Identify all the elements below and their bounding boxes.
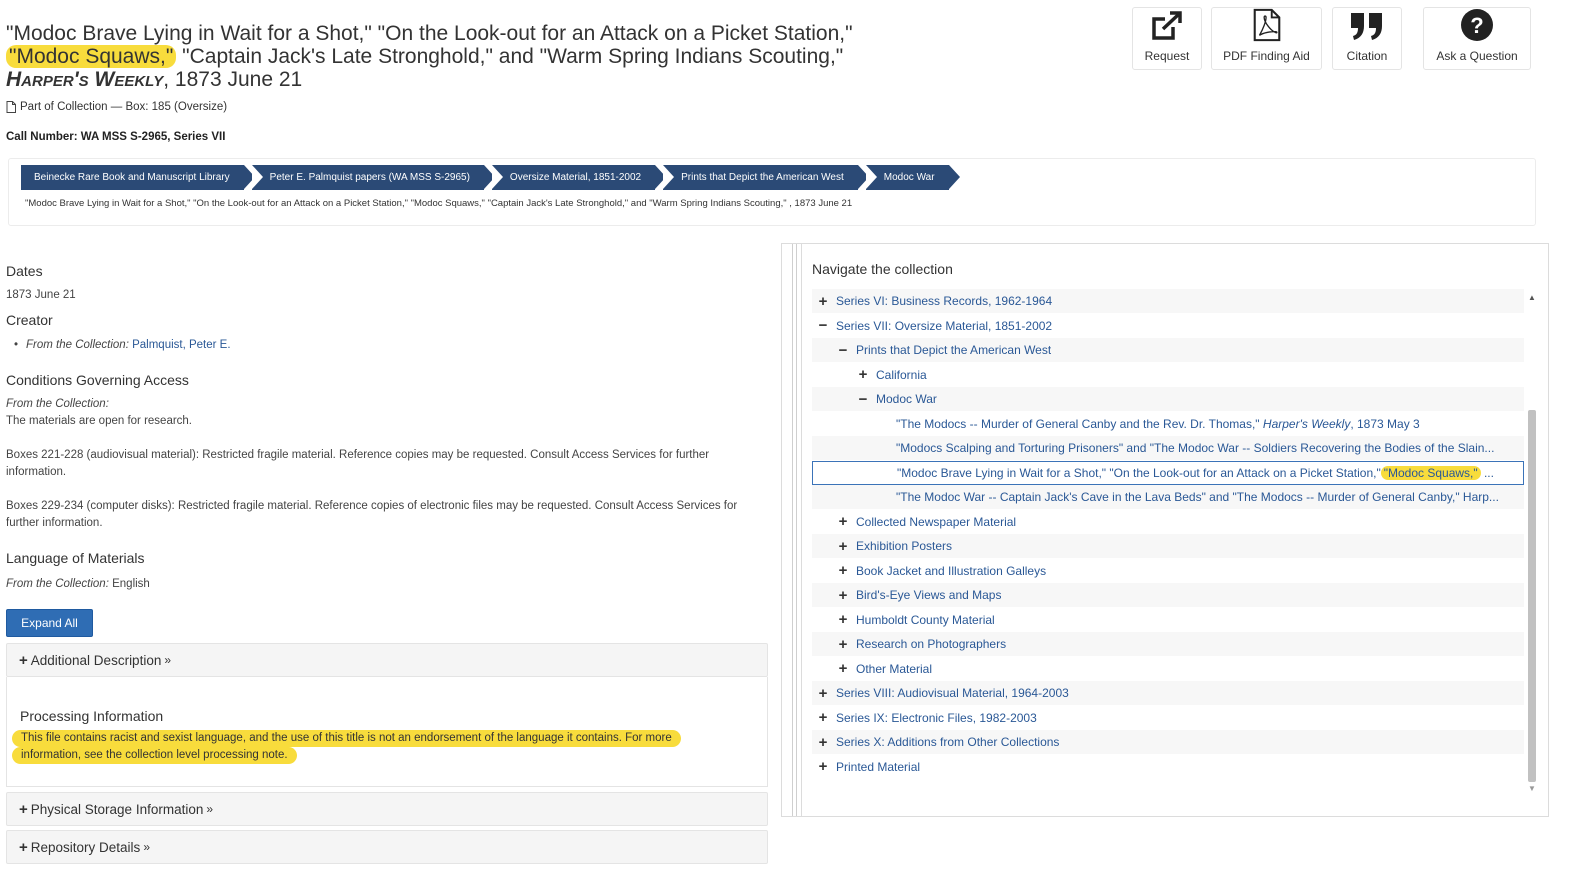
expand-plus-icon[interactable]: + <box>858 366 868 383</box>
access-p1: The materials are open for research. <box>6 415 193 427</box>
collapse-minus-icon[interactable]: − <box>818 317 828 334</box>
breadcrumb-item-collection[interactable]: Peter E. Palmquist papers (WA MSS S-2965) <box>252 165 484 190</box>
tree-row[interactable] <box>812 461 1524 485</box>
tree-row[interactable] <box>812 559 1524 583</box>
breadcrumb-item-series[interactable]: Oversize Material, 1851-2002 <box>492 165 655 190</box>
title-part1: "Modoc Brave Lying in Wait for a Shot," "On the Look-out for an Attack on a Picket Station," <box>6 22 853 45</box>
scroll-down-icon[interactable]: ▼ <box>1528 784 1536 793</box>
tree-row-tail: , 1873 May 3 <box>1350 416 1420 431</box>
expand-plus-icon[interactable]: + <box>838 660 848 677</box>
breadcrumb-trail <box>21 165 957 190</box>
breadcrumb <box>8 158 1536 226</box>
pdf-file-icon <box>1251 8 1283 42</box>
tree-row[interactable] <box>812 755 1524 779</box>
tree-row[interactable] <box>812 583 1524 607</box>
expand-all-button[interactable]: Expand All <box>6 609 93 637</box>
expand-plus-icon[interactable]: + <box>838 513 848 530</box>
creator-item <box>14 337 231 354</box>
repository-details-label: Repository Details <box>30 839 141 855</box>
ask-question-button[interactable] <box>1423 7 1531 70</box>
tree-row-label[interactable]: "The Modoc War -- Captain Jack's Cave in the Lava Beds" and "The Modocs -- Murder of General Canby," Harp... <box>896 490 1499 504</box>
processing-title: Processing Information <box>20 708 164 724</box>
citation-button[interactable] <box>1332 7 1402 70</box>
tree-row-tail: ... <box>1480 465 1494 480</box>
part-of-collection <box>6 101 227 113</box>
plus-icon: + <box>19 800 28 818</box>
page-title <box>6 22 906 91</box>
breadcrumb-current: "Modoc Brave Lying in Wait for a Shot," "On the Look-out for an Attack on a Picket Station," "Modoc Squaws," "Captain Jack's Late Stronghold," and "Warm Spring Indians Scouting," , 1873 June 21 <box>25 198 853 209</box>
tree-row-publication: Harper's Weekly <box>1259 416 1351 431</box>
processing-panel <box>6 677 768 787</box>
language-prefix: From the Collection: <box>6 578 109 590</box>
tree-row[interactable] <box>812 436 1524 460</box>
tree-row-label[interactable]: Prints that Depict the American West <box>856 343 1052 357</box>
expand-plus-icon[interactable]: + <box>838 635 848 653</box>
tree-row-label[interactable]: Series IX: Electronic Files, 1982-2003 <box>836 710 1037 725</box>
access-from: From the Collection: <box>6 398 109 410</box>
physical-storage-label: Physical Storage Information <box>30 801 204 817</box>
double-chevron-right-icon: » <box>206 802 214 816</box>
access-p2: Boxes 221-228 (audiovisual material): Restricted fragile material. Reference copies may be requested. Consult Access Services for further information. <box>6 449 710 478</box>
processing-note-line1: This file contains racist and sexist language, and the use of this title is not an endorsement of the language it contains. For more <box>12 730 681 747</box>
tree-title: Navigate the collection <box>812 261 953 277</box>
tree-row[interactable] <box>812 706 1524 730</box>
tree-row[interactable] <box>812 363 1524 387</box>
tree-row[interactable] <box>812 657 1524 681</box>
tree-row[interactable] <box>812 608 1524 632</box>
additional-description-label: Additional Description <box>30 652 162 668</box>
tree-row[interactable] <box>812 338 1524 362</box>
tree-row[interactable] <box>812 314 1524 338</box>
creator-link[interactable]: Palmquist, Peter E. <box>132 339 231 351</box>
expand-plus-icon[interactable]: + <box>818 684 828 702</box>
tree-row-label[interactable]: Series VII: Oversize Material, 1851-2002 <box>836 318 1053 333</box>
breadcrumb-item-subseries[interactable]: Prints that Depict the American West <box>663 165 858 190</box>
document-icon <box>6 101 16 113</box>
pdf-finding-aid-button[interactable] <box>1211 7 1322 70</box>
tree-row-label[interactable]: Book Jacket and Illustration Galleys <box>856 563 1047 578</box>
expand-plus-icon[interactable]: + <box>818 733 828 751</box>
scroll-up-icon[interactable]: ▲ <box>1528 293 1536 302</box>
title-highlight: "Modoc Squaws," <box>6 45 176 68</box>
collapse-minus-icon[interactable]: − <box>858 390 868 408</box>
tree-row[interactable] <box>812 534 1524 558</box>
title-date: , 1873 June 21 <box>163 68 303 91</box>
plus-icon: + <box>19 651 28 669</box>
access-heading: Conditions Governing Access <box>6 372 189 388</box>
expand-plus-icon[interactable]: + <box>818 292 828 310</box>
breadcrumb-item-modoc-war[interactable]: Modoc War <box>866 165 949 190</box>
repository-details-toggle[interactable] <box>6 830 768 864</box>
language-value: English <box>112 578 150 590</box>
tree-row-label[interactable]: Printed Material <box>836 759 921 774</box>
expand-plus-icon[interactable]: + <box>818 758 828 775</box>
title-publication: Harper's Weekly <box>6 68 164 91</box>
tree-row[interactable] <box>812 681 1524 705</box>
request-button[interactable] <box>1132 7 1202 70</box>
access-p3: Boxes 229-234 (computer disks): Restricted fragile material. Reference copies of electronic files may be requested. Consult Access Services for further information. <box>6 500 738 529</box>
additional-description-toggle[interactable] <box>6 643 768 677</box>
tree-row-label[interactable]: Series VI: Business Records, 1962-1964 <box>836 294 1053 308</box>
tree-row-label[interactable]: "Modocs Scalping and Torturing Prisoners" and "The Modoc War -- Soldiers Recovering the Bodies of the Slain... <box>896 441 1495 455</box>
citation-label: Citation <box>1346 49 1388 63</box>
tree-row[interactable] <box>812 510 1524 534</box>
physical-storage-toggle[interactable] <box>6 792 768 826</box>
resize-handle[interactable] <box>788 244 802 816</box>
breadcrumb-item-repository[interactable]: Beinecke Rare Book and Manuscript Library <box>21 165 244 190</box>
title-part2: "Captain Jack's Late Stronghold," and "Warm Spring Indians Scouting," <box>176 45 844 68</box>
dates-heading: Dates <box>6 263 43 279</box>
creator-prefix: From the Collection: <box>26 339 129 351</box>
tree-row-label[interactable]: Series VIII: Audiovisual Material, 1964-2003 <box>836 686 1069 700</box>
tree-row-label[interactable]: Research on Photographers <box>856 637 1007 651</box>
expand-plus-icon[interactable]: + <box>838 586 848 604</box>
tree-row[interactable] <box>812 485 1524 509</box>
language-line <box>6 576 150 593</box>
part-of-text: Part of Collection — Box: 185 (Oversize) <box>20 101 228 113</box>
tree-row-label[interactable]: California <box>876 367 927 382</box>
tree-row-label[interactable]: "The Modocs -- Murder of General Canby and the Rev. Dr. Thomas," Harper's Weekly, 1873 May 3 <box>896 416 1420 431</box>
bullet: • <box>14 339 19 351</box>
expand-plus-icon[interactable]: + <box>818 709 828 726</box>
tree-row-label[interactable]: Other Material <box>856 661 933 676</box>
double-chevron-right-icon: » <box>143 840 150 854</box>
tree-row-label[interactable]: "Modoc Brave Lying in Wait for a Shot," "On the Look-out for an Attack on a Picket Station," "Modoc Squaws," ... <box>897 465 1494 480</box>
plus-icon: + <box>19 838 28 856</box>
double-chevron-right-icon: » <box>164 653 172 667</box>
request-label: Request <box>1144 49 1190 63</box>
pdf-label: PDF Finding Aid <box>1223 49 1310 63</box>
tree-row-label[interactable]: Exhibition Posters <box>856 539 953 553</box>
question-icon <box>1460 8 1494 42</box>
tree-row-label[interactable]: Modoc War <box>876 392 937 406</box>
tree-row[interactable] <box>812 632 1524 656</box>
creator-heading: Creator <box>6 312 53 328</box>
language-heading: Language of Materials <box>6 550 145 566</box>
tree-row-highlight: "Modoc Squaws," <box>1381 466 1481 480</box>
expand-plus-icon[interactable]: + <box>838 537 848 555</box>
tree-row[interactable] <box>812 387 1524 411</box>
tree-row[interactable] <box>812 289 1524 313</box>
collapse-minus-icon[interactable]: − <box>838 341 848 359</box>
dates-value: 1873 June 21 <box>6 289 76 301</box>
tree-row-label[interactable]: Humboldt County Material <box>856 612 995 627</box>
tree-row[interactable] <box>812 730 1524 754</box>
svg-text:?: ? <box>1470 13 1484 38</box>
tree-row[interactable] <box>812 412 1524 436</box>
external-link-icon <box>1149 10 1185 42</box>
scrollbar-thumb[interactable] <box>1528 410 1536 782</box>
tree-row-label[interactable]: Bird's-Eye Views and Maps <box>856 588 1002 602</box>
ask-label: Ask a Question <box>1436 49 1518 63</box>
tree-row-label[interactable]: Series X: Additions from Other Collections <box>836 735 1060 749</box>
processing-note <box>12 730 681 764</box>
expand-plus-icon[interactable]: + <box>838 562 848 579</box>
quote-icon <box>1349 10 1385 42</box>
processing-note-line2: information, see the collection level processing note. <box>12 747 297 764</box>
expand-plus-icon[interactable]: + <box>838 611 848 628</box>
call-number: Call Number: WA MSS S-2965, Series VII <box>6 131 226 143</box>
tree-row-label[interactable]: Collected Newspaper Material <box>856 514 1017 529</box>
